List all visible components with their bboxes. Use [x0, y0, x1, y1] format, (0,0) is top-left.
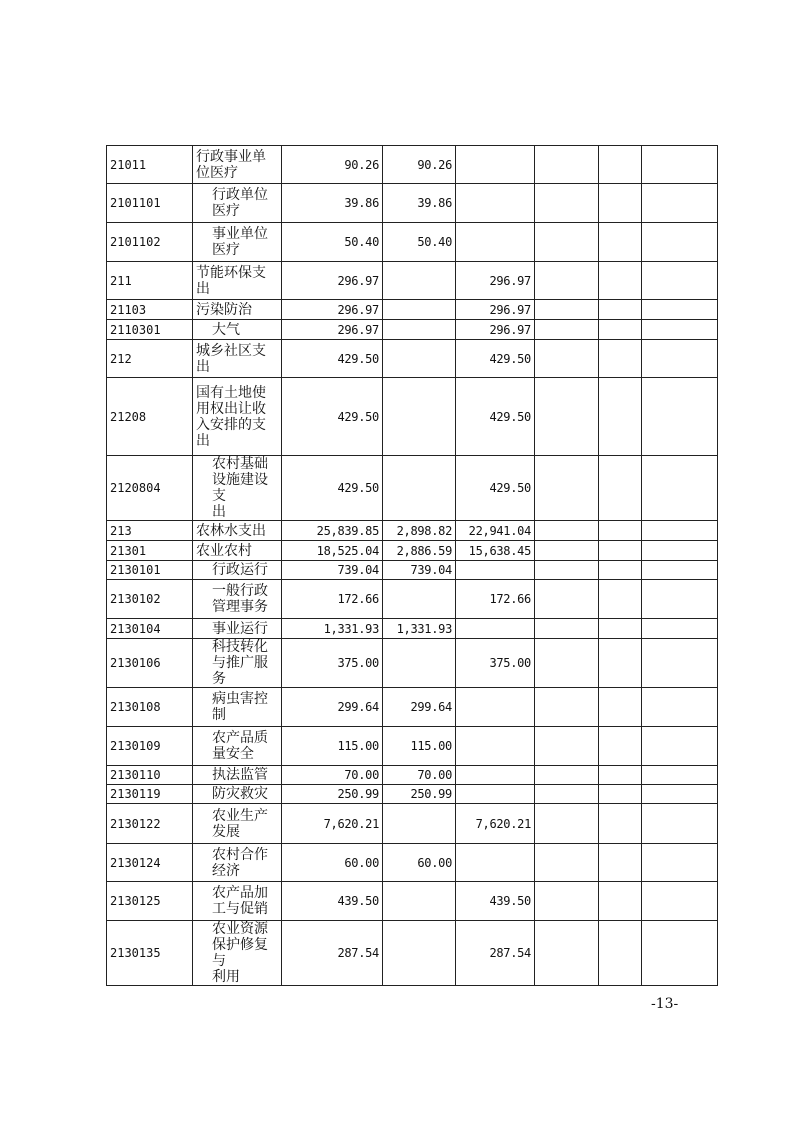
empty-cell: [599, 804, 642, 844]
table-row: [107, 785, 718, 804]
table-row: [107, 882, 718, 921]
project-expenditure-cell: 287.54: [456, 921, 535, 986]
empty-cell: [599, 521, 642, 541]
code-cell: 2130102: [107, 580, 193, 619]
empty-cell: [642, 921, 718, 986]
item-name-cell: 农业农村: [193, 541, 282, 561]
project-expenditure-cell: 429.50: [456, 340, 535, 378]
code-cell: 2130110: [107, 766, 193, 785]
empty-cell: [535, 223, 599, 262]
empty-cell: [535, 340, 599, 378]
empty-cell: [642, 300, 718, 320]
empty-cell: [535, 785, 599, 804]
empty-cell: [642, 262, 718, 300]
empty-cell: [599, 340, 642, 378]
table-row: [107, 580, 718, 619]
item-name-cell: 农产品加 工与促销: [193, 882, 282, 921]
empty-cell: [642, 146, 718, 184]
empty-cell: [642, 688, 718, 727]
empty-cell: [642, 844, 718, 882]
project-expenditure-cell: 439.50: [456, 882, 535, 921]
code-cell: 2130106: [107, 639, 193, 688]
total-cell: 90.26: [282, 146, 383, 184]
code-cell: 2101102: [107, 223, 193, 262]
code-cell: 2130122: [107, 804, 193, 844]
item-name-cell: 农村基础 设施建设支 出: [193, 456, 282, 521]
item-name-cell: 农业资源 保护修复与 利用: [193, 921, 282, 986]
code-cell: 2130124: [107, 844, 193, 882]
project-expenditure-cell: 429.50: [456, 378, 535, 456]
empty-cell: [599, 688, 642, 727]
empty-cell: [599, 561, 642, 580]
empty-cell: [642, 804, 718, 844]
empty-cell: [642, 785, 718, 804]
empty-cell: [599, 146, 642, 184]
basic-expenditure-cell: [383, 300, 456, 320]
total-cell: 429.50: [282, 340, 383, 378]
item-name-cell: 事业单位 医疗: [193, 223, 282, 262]
code-cell: 2101101: [107, 184, 193, 223]
empty-cell: [642, 882, 718, 921]
basic-expenditure-cell: [383, 262, 456, 300]
basic-expenditure-cell: 60.00: [383, 844, 456, 882]
empty-cell: [535, 921, 599, 986]
item-name-cell: 节能环保支 出: [193, 262, 282, 300]
empty-cell: [642, 184, 718, 223]
total-cell: 25,839.85: [282, 521, 383, 541]
code-cell: 2130108: [107, 688, 193, 727]
item-name-cell: 污染防治: [193, 300, 282, 320]
code-cell: 2130119: [107, 785, 193, 804]
empty-cell: [535, 184, 599, 223]
item-name-cell: 病虫害控 制: [193, 688, 282, 727]
total-cell: 7,620.21: [282, 804, 383, 844]
empty-cell: [599, 921, 642, 986]
code-cell: 212: [107, 340, 193, 378]
empty-cell: [642, 378, 718, 456]
empty-cell: [642, 521, 718, 541]
total-cell: 115.00: [282, 727, 383, 766]
table-row: [107, 727, 718, 766]
project-expenditure-cell: 22,941.04: [456, 521, 535, 541]
empty-cell: [535, 378, 599, 456]
total-cell: 299.64: [282, 688, 383, 727]
code-cell: 21301: [107, 541, 193, 561]
total-cell: 287.54: [282, 921, 383, 986]
empty-cell: [599, 580, 642, 619]
empty-cell: [599, 639, 642, 688]
project-expenditure-cell: 296.97: [456, 262, 535, 300]
basic-expenditure-cell: 1,331.93: [383, 619, 456, 639]
basic-expenditure-cell: 50.40: [383, 223, 456, 262]
empty-cell: [535, 541, 599, 561]
code-cell: 21011: [107, 146, 193, 184]
code-cell: 213: [107, 521, 193, 541]
total-cell: 60.00: [282, 844, 383, 882]
table-row: [107, 921, 718, 986]
empty-cell: [642, 766, 718, 785]
item-name-cell: 农林水支出: [193, 521, 282, 541]
table-row: [107, 844, 718, 882]
project-expenditure-cell: [456, 785, 535, 804]
basic-expenditure-cell: 2,886.59: [383, 541, 456, 561]
project-expenditure-cell: 7,620.21: [456, 804, 535, 844]
code-cell: 2120804: [107, 456, 193, 521]
total-cell: 375.00: [282, 639, 383, 688]
empty-cell: [535, 639, 599, 688]
project-expenditure-cell: 172.66: [456, 580, 535, 619]
total-cell: 439.50: [282, 882, 383, 921]
page-number: -13-: [651, 996, 679, 1012]
table-row: [107, 688, 718, 727]
empty-cell: [599, 882, 642, 921]
empty-cell: [599, 844, 642, 882]
empty-cell: [535, 521, 599, 541]
empty-cell: [642, 639, 718, 688]
table-row: [107, 541, 718, 561]
item-name-cell: 行政事业单 位医疗: [193, 146, 282, 184]
empty-cell: [599, 262, 642, 300]
empty-cell: [599, 619, 642, 639]
code-cell: 2110301: [107, 320, 193, 340]
project-expenditure-cell: 296.97: [456, 320, 535, 340]
code-cell: 2130104: [107, 619, 193, 639]
basic-expenditure-cell: 2,898.82: [383, 521, 456, 541]
item-name-cell: 防灾救灾: [193, 785, 282, 804]
basic-expenditure-cell: [383, 340, 456, 378]
empty-cell: [535, 804, 599, 844]
total-cell: 39.86: [282, 184, 383, 223]
project-expenditure-cell: [456, 184, 535, 223]
table-row: [107, 521, 718, 541]
empty-cell: [535, 688, 599, 727]
basic-expenditure-cell: 250.99: [383, 785, 456, 804]
table-row: [107, 262, 718, 300]
project-expenditure-cell: [456, 561, 535, 580]
item-name-cell: 行政运行: [193, 561, 282, 580]
table-row: [107, 561, 718, 580]
empty-cell: [599, 223, 642, 262]
item-name-cell: 行政单位 医疗: [193, 184, 282, 223]
table-body: [107, 146, 718, 986]
empty-cell: [599, 300, 642, 320]
code-cell: 2130135: [107, 921, 193, 986]
empty-cell: [599, 766, 642, 785]
project-expenditure-cell: 296.97: [456, 300, 535, 320]
item-name-cell: 城乡社区支 出: [193, 340, 282, 378]
empty-cell: [599, 785, 642, 804]
code-cell: 2130125: [107, 882, 193, 921]
basic-expenditure-cell: [383, 882, 456, 921]
item-name-cell: 执法监管: [193, 766, 282, 785]
code-cell: 21208: [107, 378, 193, 456]
table-row: [107, 766, 718, 785]
empty-cell: [535, 619, 599, 639]
basic-expenditure-cell: [383, 580, 456, 619]
total-cell: 172.66: [282, 580, 383, 619]
empty-cell: [535, 580, 599, 619]
code-cell: 21103: [107, 300, 193, 320]
empty-cell: [642, 580, 718, 619]
table-row: [107, 320, 718, 340]
project-expenditure-cell: [456, 619, 535, 639]
empty-cell: [599, 456, 642, 521]
basic-expenditure-cell: 739.04: [383, 561, 456, 580]
empty-cell: [535, 320, 599, 340]
project-expenditure-cell: 429.50: [456, 456, 535, 521]
basic-expenditure-cell: [383, 456, 456, 521]
total-cell: 296.97: [282, 300, 383, 320]
basic-expenditure-cell: 90.26: [383, 146, 456, 184]
empty-cell: [642, 223, 718, 262]
total-cell: 429.50: [282, 456, 383, 521]
empty-cell: [535, 262, 599, 300]
empty-cell: [642, 320, 718, 340]
project-expenditure-cell: [456, 727, 535, 766]
table-row: [107, 223, 718, 262]
project-expenditure-cell: 15,638.45: [456, 541, 535, 561]
item-name-cell: 一般行政 管理事务: [193, 580, 282, 619]
empty-cell: [642, 561, 718, 580]
empty-cell: [599, 320, 642, 340]
empty-cell: [535, 456, 599, 521]
item-name-cell: 事业运行: [193, 619, 282, 639]
empty-cell: [599, 541, 642, 561]
total-cell: 70.00: [282, 766, 383, 785]
total-cell: 1,331.93: [282, 619, 383, 639]
project-expenditure-cell: [456, 223, 535, 262]
table-row: [107, 146, 718, 184]
empty-cell: [535, 300, 599, 320]
empty-cell: [599, 727, 642, 766]
table-row: [107, 804, 718, 844]
table-row: [107, 456, 718, 521]
project-expenditure-cell: [456, 688, 535, 727]
empty-cell: [642, 340, 718, 378]
table-row: [107, 378, 718, 456]
basic-expenditure-cell: 39.86: [383, 184, 456, 223]
total-cell: 429.50: [282, 378, 383, 456]
total-cell: 50.40: [282, 223, 383, 262]
table-row: [107, 300, 718, 320]
empty-cell: [535, 146, 599, 184]
code-cell: 2130109: [107, 727, 193, 766]
table-row: [107, 340, 718, 378]
basic-expenditure-cell: [383, 639, 456, 688]
empty-cell: [599, 184, 642, 223]
basic-expenditure-cell: [383, 320, 456, 340]
basic-expenditure-cell: [383, 378, 456, 456]
total-cell: 18,525.04: [282, 541, 383, 561]
total-cell: 296.97: [282, 262, 383, 300]
code-cell: 2130101: [107, 561, 193, 580]
total-cell: 250.99: [282, 785, 383, 804]
empty-cell: [535, 561, 599, 580]
basic-expenditure-cell: [383, 804, 456, 844]
empty-cell: [535, 766, 599, 785]
basic-expenditure-cell: 115.00: [383, 727, 456, 766]
project-expenditure-cell: [456, 844, 535, 882]
item-name-cell: 农产品质 量安全: [193, 727, 282, 766]
basic-expenditure-cell: [383, 921, 456, 986]
table-row: [107, 619, 718, 639]
item-name-cell: 国有土地使 用权出让收 入安排的支 出: [193, 378, 282, 456]
item-name-cell: 农业生产 发展: [193, 804, 282, 844]
empty-cell: [535, 727, 599, 766]
empty-cell: [535, 882, 599, 921]
empty-cell: [642, 456, 718, 521]
item-name-cell: 农村合作 经济: [193, 844, 282, 882]
empty-cell: [535, 844, 599, 882]
empty-cell: [599, 378, 642, 456]
budget-table: [106, 145, 718, 986]
project-expenditure-cell: [456, 766, 535, 785]
item-name-cell: 大气: [193, 320, 282, 340]
table-row: [107, 639, 718, 688]
total-cell: 296.97: [282, 320, 383, 340]
total-cell: 739.04: [282, 561, 383, 580]
empty-cell: [642, 541, 718, 561]
item-name-cell: 科技转化 与推广服务: [193, 639, 282, 688]
project-expenditure-cell: 375.00: [456, 639, 535, 688]
code-cell: 211: [107, 262, 193, 300]
project-expenditure-cell: [456, 146, 535, 184]
basic-expenditure-cell: 299.64: [383, 688, 456, 727]
empty-cell: [642, 727, 718, 766]
table-row: [107, 184, 718, 223]
basic-expenditure-cell: 70.00: [383, 766, 456, 785]
empty-cell: [642, 619, 718, 639]
